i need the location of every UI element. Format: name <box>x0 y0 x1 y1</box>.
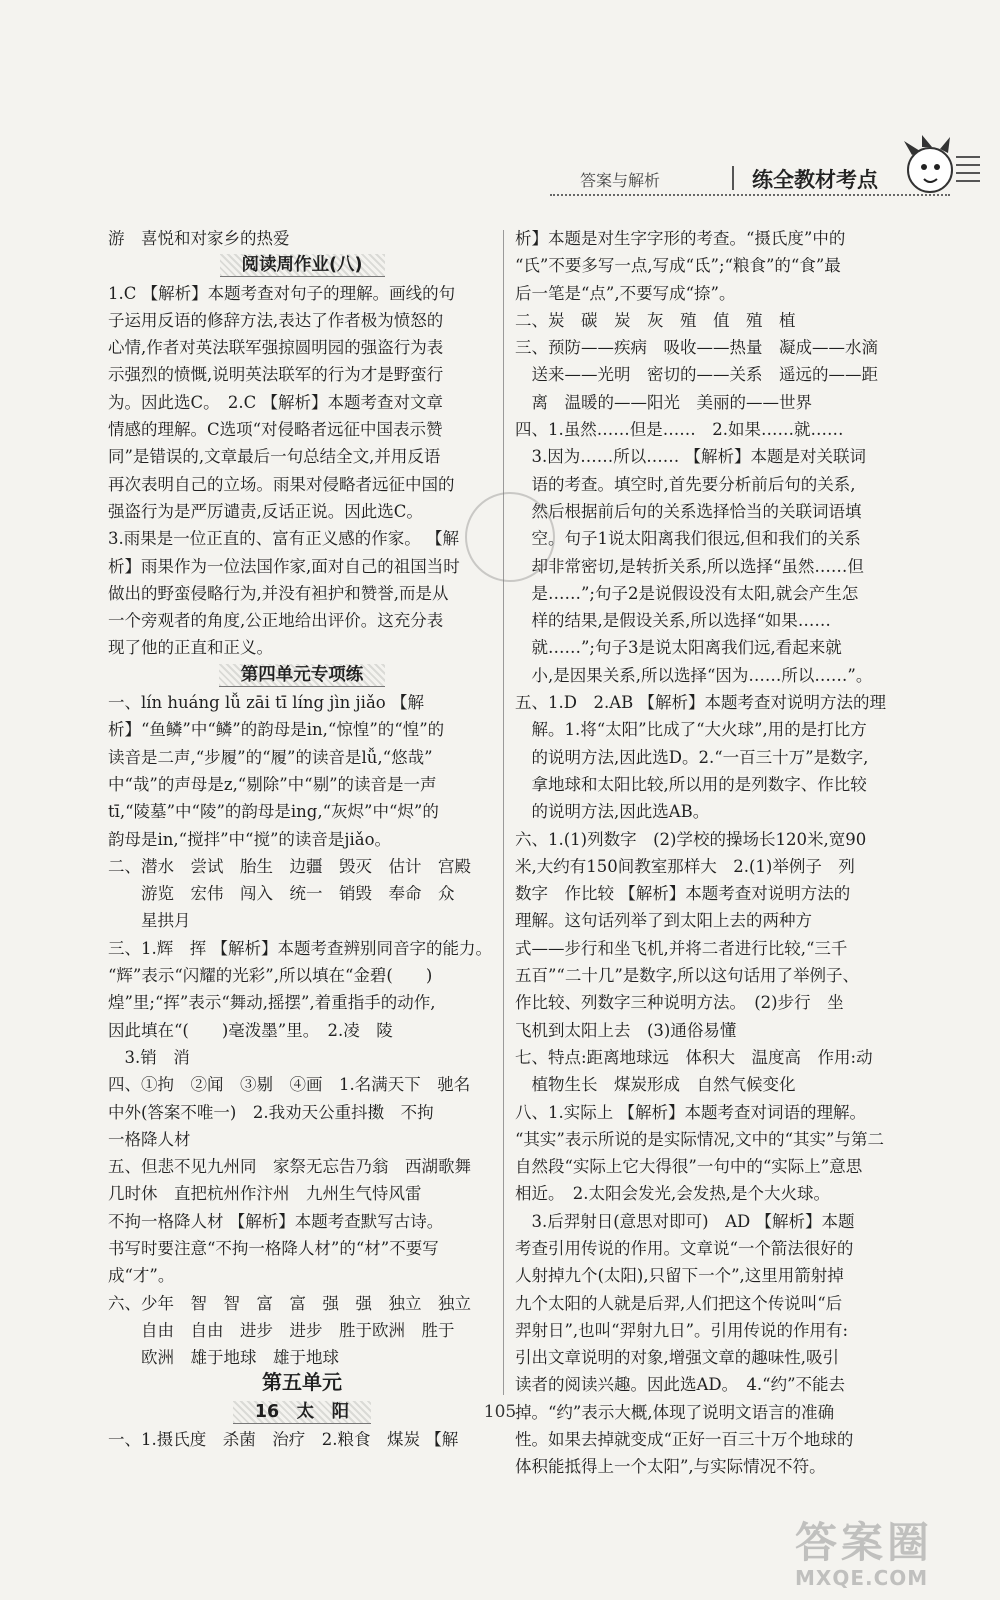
text-line: 子运用反语的修辞方法,表达了作者极为愤怒的 <box>108 310 444 330</box>
text-line: 不拘一格降人材 【解析】本题考查默写古诗。 <box>108 1211 444 1231</box>
text-line: 二、潜水 尝试 胎生 边疆 毁灭 估计 宫殿 <box>108 856 471 876</box>
text-line: 一、1.摄氏度 杀菌 治疗 2.粮食 煤炭 【解 <box>108 1430 459 1450</box>
text-line: 六、1.(1)列数字 (2)学校的操场长120米,宽90 <box>515 829 867 849</box>
section-heading-label: 阅读周作业(八) <box>220 254 385 277</box>
text-line: 中“哉”的声母是z,“剔除”中“剔”的读音是一声 <box>108 774 437 794</box>
text-line: “辉”表示“闪耀的光彩”,所以填在“金碧( ) <box>108 966 433 986</box>
text-line: 式——步行和坐飞机,并将二者进行比较,“三千 <box>515 938 848 958</box>
text-line: 拿地球和太阳比较,所以用的是列数字、作比较 <box>515 774 867 794</box>
text-line: 离 温暖的——阳光 美丽的——世界 <box>515 392 812 412</box>
page-number: 105 <box>483 1402 517 1422</box>
text-line: 飞机到太阳上去 (3)通俗易懂 <box>515 1020 737 1040</box>
text-line: 3.雨果是一位正直的、富有正义感的作家。 【解 <box>108 529 459 549</box>
watermark-stamp <box>465 492 555 582</box>
header-subtitle: 答案与解析 <box>580 171 661 190</box>
column-divider <box>503 230 504 1395</box>
section-heading <box>108 252 496 279</box>
text-line: 性。如果去掉就变成“正好一百三十万个地球的 <box>515 1430 854 1450</box>
text-line: 体积能抵得上一个太阳”,与实际情况不符。 <box>515 1457 826 1477</box>
text-line: “氏”不要多写一点,写成“氐”;“粮食”的“食”最 <box>515 256 841 276</box>
text-line: 的说明方法,因此选D。2.“一百三十万”是数字, <box>515 747 869 767</box>
text-line: 植物生长 煤炭形成 自然气候变化 <box>515 1075 796 1095</box>
text-line: 羿射日”,也叫“羿射九日”。引用传说的作用有: <box>515 1320 849 1340</box>
text-line: 样的结果,是假设关系,所以选择“如果…… <box>515 611 831 631</box>
text-line: 七、特点:距离地球远 体积大 温度高 作用:动 <box>515 1047 873 1067</box>
section-heading <box>108 1371 496 1398</box>
text-line: 后一笔是“点”,不要写成“捺”。 <box>515 283 736 303</box>
text-line: 为。因此选C。 2.C 【解析】本题考查对文章 <box>108 392 443 412</box>
text-line: 3.后羿射日(意思对即可) AD 【解析】本题 <box>515 1211 855 1231</box>
text-line: 五百”“二十几”是数字,所以这句话用了举例子、 <box>515 966 860 986</box>
text-line: 的说明方法,因此选AB。 <box>515 802 710 822</box>
text-line: 二、炭 碳 炭 灰 殖 值 殖 植 <box>515 310 796 330</box>
watermark-text-small: MXQE.COM <box>795 1566 929 1590</box>
text-line: 示强烈的愤慨,说明英法联军的行为才是野蛮行 <box>108 365 444 385</box>
text-line: 现了他的正直和正义。 <box>108 638 273 658</box>
text-line: 九个太阳的人就是后羿,人们把这个传说叫“后 <box>515 1293 843 1313</box>
text-line: 却非常密切,是转折关系,所以选择“虽然……但 <box>515 556 864 576</box>
text-line: 五、1.D 2.AB 【解析】本题考查对说明方法的理 <box>515 693 887 713</box>
text-line: 因此填在“( )毫泼墨”里。 2.凌 陵 <box>108 1020 393 1040</box>
text-line: 三、1.辉 挥 【解析】本题考查辨别同音字的能力。 <box>108 938 492 958</box>
text-line: 一、lín huáng lǚ zāi tī líng jìn jiǎo 【解 <box>108 693 424 713</box>
text-line: 再次表明自己的立场。雨果对侵略者远征中国的 <box>108 474 455 494</box>
text-line: 几时休 直把杭州作汴州 九州生气恃风雷 <box>108 1184 422 1204</box>
corner-watermark <box>795 1510 985 1590</box>
section-heading-label: 第五单元 <box>262 1370 342 1395</box>
header-dotted-rule <box>550 194 950 196</box>
text-line: 自由 自由 进步 进步 胜于欧洲 胜于 <box>108 1320 455 1340</box>
text-line: 空。句子1说太阳离我们很远,但和我们的关系 <box>515 529 861 549</box>
text-line: 星拱月 <box>108 911 191 931</box>
text-line: 三、预防——疾病 吸收——热量 凝成——水滴 <box>515 338 878 358</box>
text-line: 语的考查。填空时,首先要分析前后句的关系, <box>515 474 856 494</box>
text-line: 心情,作者对英法联军强掠圆明园的强盗行为表 <box>108 338 444 358</box>
header-title: 练全教材考点 <box>752 168 878 192</box>
text-line: 韵母是in,“搅拌”中“搅”的读音是jiǎo。 <box>108 829 392 849</box>
section-heading <box>108 662 496 689</box>
text-line: 1.C 【解析】本题考查对句子的理解。画线的句 <box>108 283 456 303</box>
section-heading-label: 第四单元专项练 <box>219 664 386 687</box>
text-line: 析】雨果作为一位法国作家,面对自己的祖国当时 <box>108 556 460 576</box>
text-line: 书写时要注意“不拘一格降人材”的“材”不要写 <box>108 1238 439 1258</box>
text-line: 煌”里;“挥”表示“舞动,摇摆”,着重指手的动作, <box>108 993 436 1013</box>
text-line: 游览 宏伟 闯入 统一 销毁 奉命 众 <box>108 884 455 904</box>
text-line: 是……”;句子2是说假设没有太阳,就会产生怎 <box>515 583 859 603</box>
text-line: 读音是二声,“步履”的“履”的读音是lǚ,“悠哉” <box>108 747 433 767</box>
text-line: 中外(答案不唯一) 2.我劝天公重抖擞 不拘 <box>108 1102 434 1122</box>
text-line: 理解。这句话列举了到太阳上去的两种方 <box>515 911 812 931</box>
text-line: 五、但悲不见九州同 家祭无忘告乃翁 西湖歌舞 <box>108 1157 471 1177</box>
right-column <box>515 225 901 1481</box>
text-line: 四、①拘 ②闻 ③剔 ④画 1.名满天下 驰名 <box>108 1075 471 1095</box>
text-line: 送来——光明 密切的——关系 遥远的——距 <box>515 365 878 385</box>
text-line: 四、1.虽然……但是…… 2.如果……就…… <box>515 420 844 440</box>
text-line: 解。1.将“太阳”比成了“大火球”,用的是打比方 <box>515 720 867 740</box>
text-line: 读者的阅读兴趣。因此选AD。 4.“约”不能去 <box>515 1375 846 1395</box>
text-line: 引出文章说明的对象,增强文章的趣味性,吸引 <box>515 1348 839 1368</box>
text-line: 做出的野蛮侵略行为,并没有袒护和赞誉,而是从 <box>108 583 449 603</box>
text-line: tī,“陵墓”中“陵”的韵母是ing,“灰烬”中“烬”的 <box>108 802 439 822</box>
text-line: 游 喜悦和对家乡的热爱 <box>108 229 290 248</box>
text-line: 米,大约有150间教室那样大 2.(1)举例子 列 <box>515 856 855 876</box>
text-line: 考查引用传说的作用。文章说“一个箭法很好的 <box>515 1238 854 1258</box>
text-line: 数字 作比较 【解析】本题考查对说明方法的 <box>515 884 851 904</box>
watermark-text-big: 答案圈 <box>795 1518 934 1567</box>
left-column <box>108 225 496 1453</box>
text-line: 就……”;句子3是说太阳离我们远,看起来就 <box>515 638 842 658</box>
text-line: 人射掉九个(太阳),只留下一个”,这里用箭射掉 <box>515 1266 844 1286</box>
text-line: 六、少年 智 智 富 富 强 强 独立 独立 <box>108 1293 471 1313</box>
text-line: 欧洲 雄于地球 雄于地球 <box>108 1348 339 1368</box>
text-line: 3.因为……所以…… 【解析】本题是对关联词 <box>515 447 866 467</box>
text-line: 小,是因果关系,所以选择“因为……所以……”。 <box>515 665 873 685</box>
section-heading-label: 16 太 阳 <box>233 1401 371 1424</box>
text-line: 自然段“实际上它大得很”一句中的“实际上”意思 <box>515 1157 863 1177</box>
text-line: 作比较、列数字三种说明方法。 (2)步行 坐 <box>515 993 844 1013</box>
text-line: 一个旁观者的角度,公正地给出评价。这充分表 <box>108 611 444 631</box>
text-line: 相近。 2.太阳会发光,会发热,是个大火球。 <box>515 1184 830 1204</box>
text-line: 一格降人材 <box>108 1129 191 1149</box>
text-line: 掉。“约”表示大概,体现了说明文语言的准确 <box>515 1402 835 1422</box>
mascot-icon <box>900 135 980 205</box>
text-line: 成“才”。 <box>108 1266 175 1286</box>
text-line: 强盗行为是严厉谴责,反话正说。因此选C。 <box>108 501 423 521</box>
text-line: 同”是错误的,文章最后一句总结全文,并用反语 <box>108 447 441 467</box>
text-line: 析】本题是对生字字形的考查。“摄氏度”中的 <box>515 229 846 248</box>
text-line: “其实”表示所说的是实际情况,文中的“其实”与第二 <box>515 1129 884 1149</box>
text-line: 3.销 消 <box>108 1047 190 1067</box>
text-line: 析】“鱼鳞”中“鳞”的韵母是in,“惊惶”的“惶”的 <box>108 720 445 740</box>
text-line: 情感的理解。C选项“对侵略者远征中国表示赞 <box>108 420 443 440</box>
text-line: 然后根据前后句的关系选择恰当的关联词语填 <box>515 501 862 521</box>
text-line: 八、1.实际上 【解析】本题考查对词语的理解。 <box>515 1102 866 1122</box>
header-divider <box>732 166 734 190</box>
